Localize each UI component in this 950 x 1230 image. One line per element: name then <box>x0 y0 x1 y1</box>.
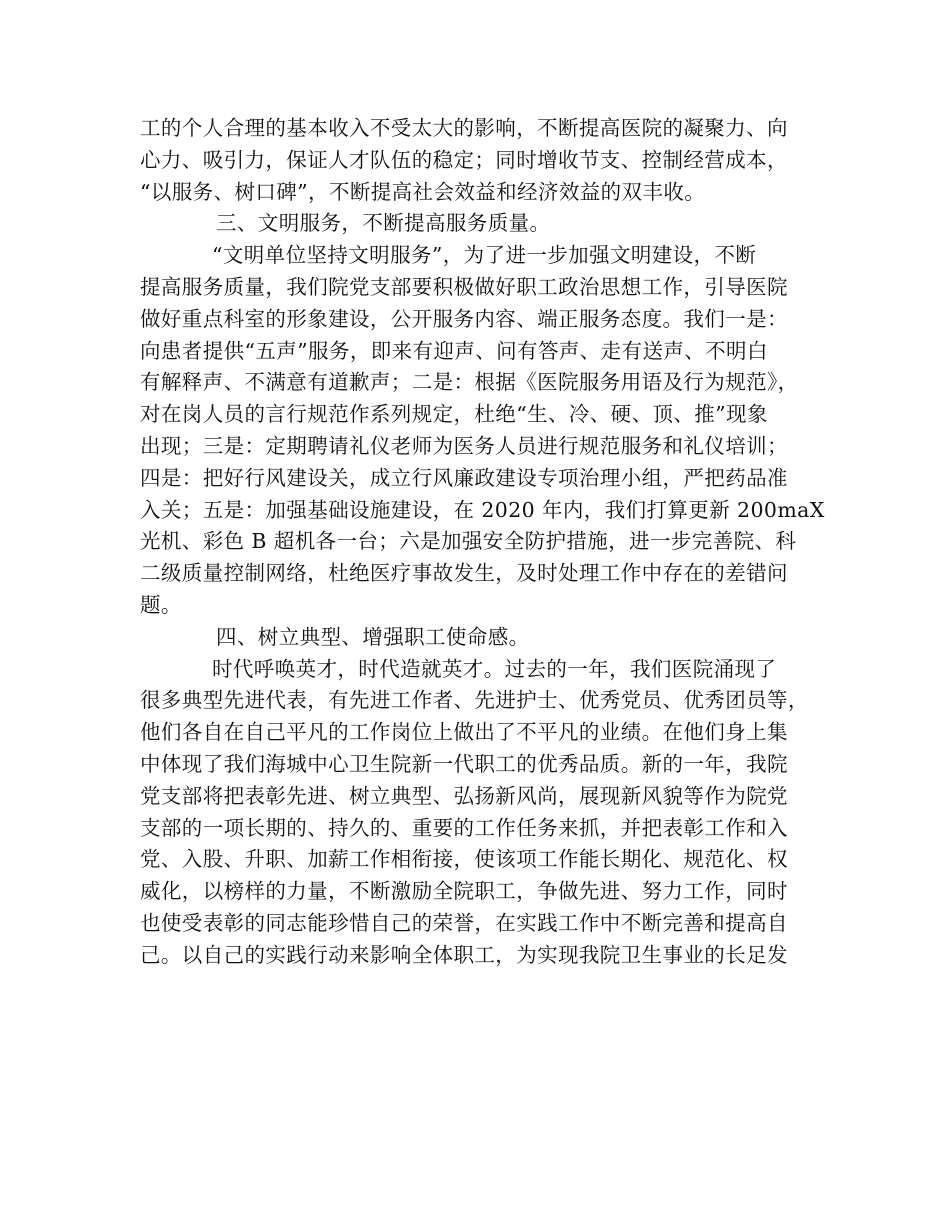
body-line: “以服务、树口碑”，不断提高社会效益和经济效益的双丰收。 <box>140 179 706 204</box>
body-line: 中体现了我们海城中心卫生院新一代职工的优秀品质。新的一年，我院 <box>140 751 788 776</box>
section-heading-4: 四、树立典型、增强职工使命感。 <box>216 624 530 649</box>
body-line: 入关；五是：加强基础设施建设，在 2020 年内，我们打算更新 200maX <box>140 497 825 522</box>
body-line: 有解释声、不满意有道歉声；二是：根据《医院服务用语及行为规范》， <box>140 370 799 395</box>
body-line: 二级质量控制网络，杜绝医疗事故发生，及时处理工作中存在的差错问 <box>140 561 788 586</box>
body-line: 很多典型先进代表，有先进工作者、先进护士、优秀党员、优秀团员等， <box>140 688 809 713</box>
body-line: 党、入股、升职、加薪工作相衔接，使该项工作能长期化、规范化、权 <box>140 847 788 872</box>
body-line: 党支部将把表彰先进、树立典型、弘扬新风尚，展现新风貌等作为院党 <box>140 783 788 808</box>
body-line: 他们各自在自己平凡的工作岗位上做出了不平凡的业绩。在他们身上集 <box>140 720 788 745</box>
document-body <box>140 113 830 972</box>
body-line: 对在岗人员的言行规范作系列规定，杜绝“生、冷、硬、顶、推”现象 <box>140 402 768 427</box>
body-line: 己。以自己的实践行动来影响全体职工，为实现我院卫生事业的长足发 <box>140 942 788 967</box>
body-line: 做好重点科室的形象建设，公开服务内容、端正服务态度。我们一是： <box>140 306 788 331</box>
section-heading-3: 三、文明服务，不断提高服务质量。 <box>216 211 551 236</box>
body-line: 也使受表彰的同志能珍惜自己的荣誉，在实践工作中不断完善和提高自 <box>140 910 788 935</box>
body-line: 向患者提供“五声”服务，即来有迎声、问有答声、走有送声、不明白 <box>140 338 768 363</box>
body-line: 四是：把好行风建设关，成立行风廉政建设专项治理小组，严把药品准 <box>140 465 788 490</box>
body-line: 光机、彩色 B 超机各一台；六是加强安全防护措施，进一步完善院、科 <box>140 529 797 554</box>
body-line: 出现；三是：定期聘请礼仪老师为医务人员进行规范服务和礼仪培训； <box>140 433 788 458</box>
paragraph-first-line: “文明单位坚持文明服务”，为了进一步加强文明建设，不断 <box>212 243 757 268</box>
paragraph-first-line: 时代呼唤英才，时代造就英才。过去的一年，我们医院涌现了 <box>212 656 777 681</box>
body-line: 心力、吸引力，保证人才队伍的稳定；同时增收节支、控制经营成本， <box>140 147 788 172</box>
body-line: 题。 <box>140 592 182 617</box>
body-line: 支部的一项长期的、持久的、重要的工作任务来抓，并把表彰工作和入 <box>140 815 788 840</box>
body-line: 工的个人合理的基本收入不受太大的影响，不断提高医院的凝聚力、向 <box>140 116 788 140</box>
body-line: 威化，以榜样的力量，不断激励全院职工，争做先进、努力工作，同时 <box>140 879 788 904</box>
body-line: 提高服务质量，我们院党支部要积极做好职工政治思想工作，引导医院 <box>140 274 788 299</box>
